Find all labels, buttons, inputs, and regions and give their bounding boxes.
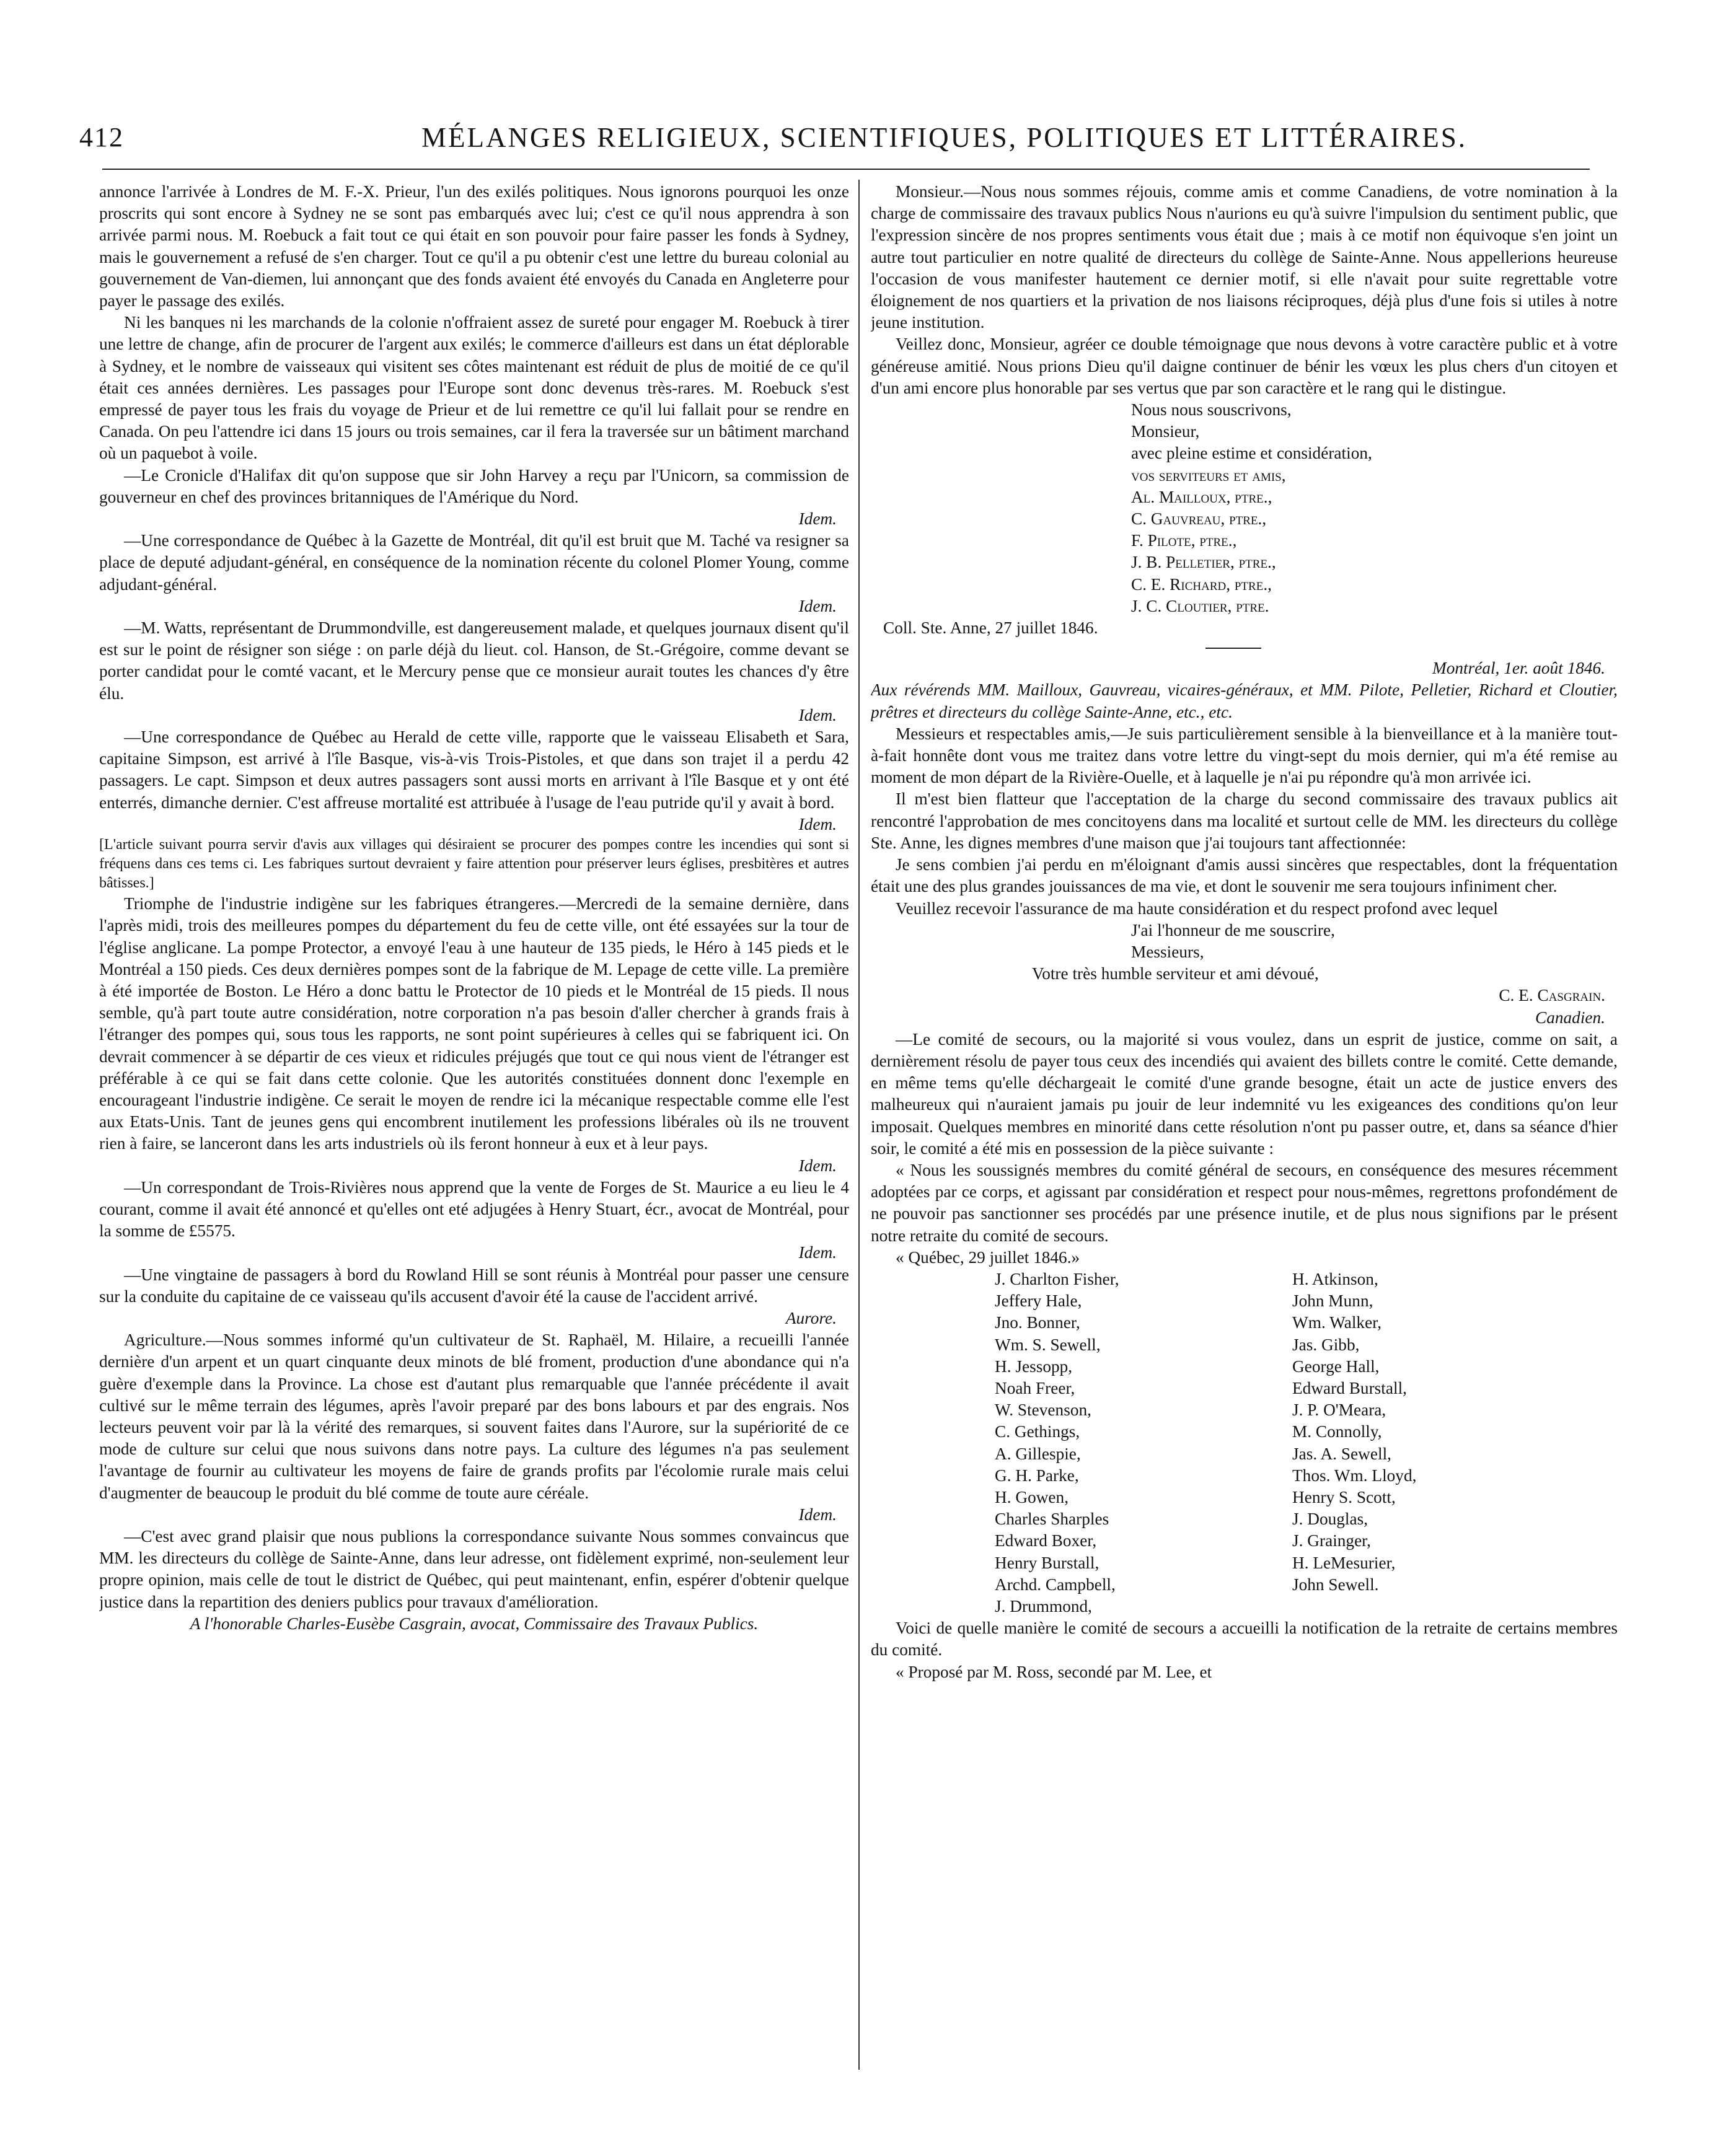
news-simpson: —Une correspondance de Québec au Herald de cette ville, rapporte que le vaisseau Elisabeth et Sara, capitaine Simpson, est arrivé à l'île Basque, vis-à-vis Trois-Pistoles, et que dans son trajet il a perdu 42 passagers. Le capt. Simpson et deux autres passagers sont aussi morts en arrivant à l'île Basque et y ont été enterrés, dimanche dernier. C'est affreuse mortalité est attribuée à l'usage de l'eau putride qu'il y avait à bord. [99,728,849,812]
letter-closing: vos serviteurs et amis, [1131,465,1286,485]
article-agriculture: Agriculture.—Nous sommes informé qu'un cultivateur de St. Raphaël, M. Hilaire, a recueilli l'année dernière d'un arpent et un quart cinquante deux minots de blé froment, production d'une abondance qui n'a guère d'exemple dans la Province. La chose est d'autant plus remarquable que l'année précédente il avait cultivé sur le même terrain des légumes, après l'avoir preparé par des bons labours et par des engrais. Nos lecteurs peuvent voir par là la vérité des remarques, si souvent faites dans l'Aurore, sur la supériorité de ce mode de culture sur celui que nous suivons dans notre pays. La culture des légumes n'a pas seulement l'avantage de fournir au cultivateur les moyens de faire de grands profits par l'écolomie rurale mais celui d'augmenter de beaucoup le produit du blé comme de toute aure céréale. [99,1330,849,1502]
source-credit: Canadien. [1535,1008,1605,1027]
source-credit: Idem. [798,509,837,529]
page-number: 412 [79,122,124,152]
source-credit: Idem. [798,1243,837,1262]
committee-response: Voici de quelle manière le comité de secours a accueilli la notification de la retraite de certains membres du comité. [871,1619,1618,1660]
letter-closing: Nous nous souscrivons, [1131,400,1292,420]
committee-motion: « Proposé par M. Ross, secondé par M. Lee, et [896,1662,1212,1681]
source-credit: Idem. [798,596,837,615]
signatory: H. LeMesurier, [1292,1553,1396,1572]
letter-closing: Monsieur, [1131,422,1200,441]
column-divider [858,180,860,2070]
signatory: J. Charlton Fisher, [995,1269,1119,1288]
source-credit: Aurore. [785,1308,837,1327]
signatory: J. Grainger, [1292,1531,1372,1550]
signatory: Jas. Gibb, [1292,1335,1360,1354]
signatory: W. Stevenson, [995,1401,1091,1420]
signatory: Wm. S. Sewell, [995,1335,1101,1354]
signatory: John Sewell. [1292,1575,1379,1594]
signatory: H. Atkinson, [1292,1269,1378,1288]
source-credit: Idem. [798,1156,837,1175]
signatory: Jno. Bonner, [995,1313,1080,1332]
signer-name: J. B. Pelletier, ptre., [1131,553,1276,572]
news-tache: —Une correspondance de Québec à la Gazette de Montréal, dit qu'il est bruit que M. Taché va resigner sa place de deputé adjudant-général, en conséquence de la nomination récente du colonel Plomer Young, comme adjudant-général. [99,531,849,594]
signatory: George Hall, [1292,1357,1380,1376]
signatory: A. Gillespie, [995,1444,1081,1463]
article-prieur: annonce l'arrivée à Londres de M. F.-X. Prieur, l'un des exilés politiques. Nous ignorons pourquoi les onze proscrits qui sont encore à Sydney ne se sont pas embarqués avec lui; c'est ce qu'il nous apprendra à son arrivée parmi nous. M. Roebuck a fait tout ce qui était en son pouvoir pour faire passer les fonds à Sydney, mais le gouvernement a refusé de s'en charger. Tout ce qu'il a pu obtenir c'est une lettre du bureau colonial au gouvernement de Van-diemen, lui annonçant que des fonds avaient été envoyés du Canada en Angleterre pour payer le passage des exilés. [99,182,849,310]
letter-body: Veillez donc, Monsieur, agréer ce double témoignage que nous devons à votre caractère public et à votre généreuse amitié. Nous prions Dieu qu'il daigne continuer de bénir les vœux les plus chers d'un citoyen et d'un ami encore plus honorable par ses vertus que par son caractère et le rang qui le distingue. [871,335,1618,397]
signatory: Charles Sharples [995,1510,1109,1529]
signatory: Archd. Campbell, [995,1575,1116,1594]
reply-closing: Votre très humble serviteur et ami dévoué, [1032,964,1319,983]
signatory: M. Connolly, [1292,1422,1382,1441]
left-column [99,181,849,2071]
signatory: Henry S. Scott, [1292,1487,1396,1506]
reply-address: Aux révérends MM. Mailloux, Gauvreau, vicaires-généraux, et MM. Pilote, Pelletier, Richard et Cloutier, prêtres et directeurs du collège Sainte-Anne, etc., etc. [871,680,1618,721]
article-relief-committee: —Le comité de secours, ou la majorité si vous voulez, dans un esprit de justice, comme on sait, a dernièrement résolu de payer tous ceux des incendiés qui avaient des billets contre le comité. Cette demande, en même tems qu'elle déchargeait le comité d'une grande besogne, était un acte de justice envers des malheureux qui n'auraient jamais pu jouir de leur indemnité vu les exigeances des conditions qu'on leur imposait. Quelques membres en minorité dans cette résolution n'ont pu passer outre, et, dans sa séance d'hier soir, le comité a été mis en possession de la pièce suivante : [871,1029,1618,1158]
signatory: J. Drummond, [995,1597,1092,1616]
committee-statement: « Nous les soussignés membres du comité général de secours, en conséquence des mesures récemment adoptées par ce corps, et agissant par considération et respect pour nous-mêmes, regrettons profondément de ne pouvoir pas sanctionner ses procédés par une présence inutile, et de plus nous signifions par le présent notre retraite du comité de secours. [871,1160,1618,1245]
signatory: Thos. Wm. Lloyd, [1292,1466,1417,1485]
reply-body: Veuillez recevoir l'assurance de ma haute considération et du respect profond avec lequel [896,899,1499,918]
signer-name: C. E. Richard, ptre., [1131,574,1272,594]
source-credit: Idem. [798,705,837,724]
signatory: J. Douglas, [1292,1510,1368,1529]
article-pumps: Triomphe de l'industrie indigène sur les fabriques étrangeres.—Mercredi de la semaine dernière, dans l'après midi, trois des meilleures pompes du département du feu de cette ville, ont été essayées sur la tour de l'église anglicane. La pompe Protector, a envoyé l'eau à une hauteur de 135 pieds, le Héro à 145 pieds et le Montréal a 150 pieds. Ces deux dernières pompes sont de la fabrique de M. Lepage de cette ville. La première à été importée de Boston. Le Héro a donc battu le Protector de 10 pieds et le Montréal de 15 pieds. Il nous semble, qu'à part toute autre considération, notre corporation n'a pas besoin d'aller chercher à grands frais à l'étranger des pompes qui, sous tous les rapports, ne sont point supérieures à celles qui se fabriquent ici. On devrait commencer à se départir de ces vieux et ridicules préjugés que tout ce qui nous vient de l'étranger est préférable à ce qui se fait dans cette colonie. Que les autorités constituées donnent donc l'exemple en encourageant l'industrie indigène. Ce serait le moyen de rendre ici la mécanique respectable comme elle l'est aux Etats-Unis. Tant de jeunes gens qui encombrent inutilement les professions libérales où ils ne trouvent rien à faire, se lanceront dans les arts industriels où ils feront honneur à eux et à leur pays. [99,894,849,1153]
signatory: G. H. Parke, [995,1466,1079,1485]
statement-date: « Québec, 29 juillet 1846.» [896,1247,1080,1267]
letter-body: Monsieur.—Nous nous sommes réjouis, comme amis et comme Canadiens, de votre nomination à la charge de commissaire des travaux publics Nous n'aurions eu qu'à suivre l'impulsion du sentiment public, que l'expression sincère de nos propres sentiments vous était due ; mais à ce motif non équivoque s'en joint un autre tout particulier en notre qualité de directeurs du collège de Sainte-Anne. Nous appellerions heureuse l'occasion de vous manifester hautement ce dernier motif, si elle n'avait pour suite regrettable votre éloignement de nos quartiers et la privation de nos liaisons réciproques, déjà plus d'une fois si utiles à notre jeune institution. [871,182,1618,332]
intro-correspondence: —C'est avec grand plaisir que nous publions la correspondance suivante Nous sommes convaincus que MM. les directeurs du collège de Sainte-Anne, dans leur adresse, ont fidèlement exprimé, non-seulement leur propre opinion, mais celle de tout le district de Québec, qui peut maintenant, enfin, espérer d'obtenir quelque justice dans la repartition des deniers publics pour travaux d'amélioration. [99,1526,849,1611]
signatory: H. Gowen, [995,1487,1069,1506]
signatory: Jas. A. Sewell, [1292,1444,1391,1463]
page-header [74,121,1661,171]
signatories-list [995,1269,1618,1617]
signatories-column-b [1292,1269,1590,1617]
letter-closing: avec pleine estime et considération, [1131,444,1372,463]
news-watts: —M. Watts, représentant de Drummondville, est dangereusement malade, et quelques journaux disent qu'il est sur le point de résigner son siége : on parle déjà du lieut. col. Hanson, de St.-Grégoire, comme devant se porter candidat pour le comté vacant, et le Mercury pense que ce monsieur aurait toutes les chances d'y être élu. [99,618,849,703]
signatory: Noah Freer, [995,1378,1075,1397]
editor-note: [L'article suivant pourra servir d'avis aux villages qui désiraient se procurer des pompes contre les incendies qui sont si fréquens dans ces tems ci. Les fabriques surtout devraient y faire attention pour préserver leurs églises, presbitères et autres bâtisses.] [99,837,849,892]
reply-place-date: Montréal, 1er. août 1846. [1432,659,1605,678]
article-roebuck: Ni les banques ni les marchands de la colonie n'offraient assez de sureté pour engager M. Roebuck à tirer une lettre de change, afin de procurer de l'argent aux exilés; le commerce d'ailleurs est dans un état déplorable à Sydney, et le nombre de vaisseaux qui visitent ses côtes maintenant est réduit de plus de moitié de ce qu'il était ces années dernières. Les passages pour l'Europe sont donc devenus très-rares. M. Roebuck s'est empressé de payer tous les frais du voyage de Prieur et de lui remettre ce qu'il lui fallait pour se rendre en Canada. On peu l'attendre ici dans 15 jours ou trois semaines, car il fera la traversée sur un bâtiment marchand où un paquebot à voile. [99,313,849,463]
signer-name: J. C. Cloutier, ptre. [1131,596,1269,615]
signatory: C. Gethings, [995,1422,1080,1441]
signatory: Jeffery Hale, [995,1291,1082,1311]
letter-addressee: A l'honorable Charles-Eusèbe Casgrain, avocat, Commissaire des Travaux Publics. [190,1614,759,1633]
signatory: John Munn, [1292,1291,1373,1311]
separator-rule [1205,648,1261,649]
news-forges: —Un correspondant de Trois-Rivières nous apprend que la vente de Forges de St. Maurice a eu lieu le 4 courant, comme il avait été annoncé et qu'elles ont eté adjugées à Henry Stuart, écr., avocat de Montréal, pour la somme de £5575. [99,1177,849,1241]
signatory: J. P. O'Meara, [1292,1401,1386,1420]
signer-name: Al. Mailloux, ptre., [1131,487,1272,506]
source-credit: Idem. [798,814,837,833]
news-harvey: —Le Cronicle d'Halifax dit qu'on suppose que sir John Harvey a reçu par l'Unicorn, sa commission de gouverneur en chef des provinces britanniques de l'Amérique du Nord. [99,465,849,506]
right-column [871,181,1618,2071]
reply-body: Messieurs et respectables amis,—Je suis particulièrement sensible à la bienveillance et à la manière tout-à-fait honnête dont vous me traitez dans votre lettre du vingt-sept du mois dernier, qui m'a été remise au moment de mon départ de la Rivière-Ouelle, et à laquelle je n'ai pu répondre qu'à mon arrivée ici. [871,724,1618,787]
running-title: MÉLANGES RELIGIEUX, SCIENTIFIQUES, POLITIQUES ET LITTÉRAIRES. [421,122,1468,153]
signatories-column-a [995,1269,1292,1617]
reply-closing: Messieurs, [1131,942,1204,961]
reply-closing: J'ai l'honneur de me souscrire, [1131,920,1335,939]
signatory: Edward Boxer, [995,1531,1097,1550]
signer-name: C. Gauvreau, ptre., [1131,509,1267,529]
reply-body: Je sens combien j'ai perdu en m'éloignant d'amis aussi sincères que respectables, dont la fréquentation était une des plus grandes jouissances de ma vie, et dont le souvenir me sera toujours infiniment cher. [871,855,1618,896]
letter-dateline: Coll. Ste. Anne, 27 juillet 1846. [883,618,1098,638]
signatory: Henry Burstall, [995,1553,1099,1572]
header-rule [102,169,1590,170]
source-credit: Idem. [798,1505,837,1524]
signer-name: F. Pilote, ptre., [1131,531,1237,550]
news-rowland-hill: —Une vingtaine de passagers à bord du Rowland Hill se sont réunis à Montréal pour passer une censure sur la conduite du capitaine de ce vaisseau qu'ils accusent d'avoir été la cause de l'accident arrivé. [99,1265,849,1306]
reply-body: Il m'est bien flatteur que l'acceptation de la charge du second commissaire des travaux publics ait rencontré l'approbation de mes concitoyens dans ma localité et surtout celle de MM. les directeurs du collège Ste. Anne, les dignes membres d'une maison que j'ai toujours tant affectionnée: [871,789,1618,852]
reply-signer: C. E. Casgrain. [1499,986,1605,1005]
signatory: Edward Burstall, [1292,1378,1407,1397]
signatory: H. Jessopp, [995,1357,1073,1376]
signatory: Wm. Walker, [1292,1313,1382,1332]
